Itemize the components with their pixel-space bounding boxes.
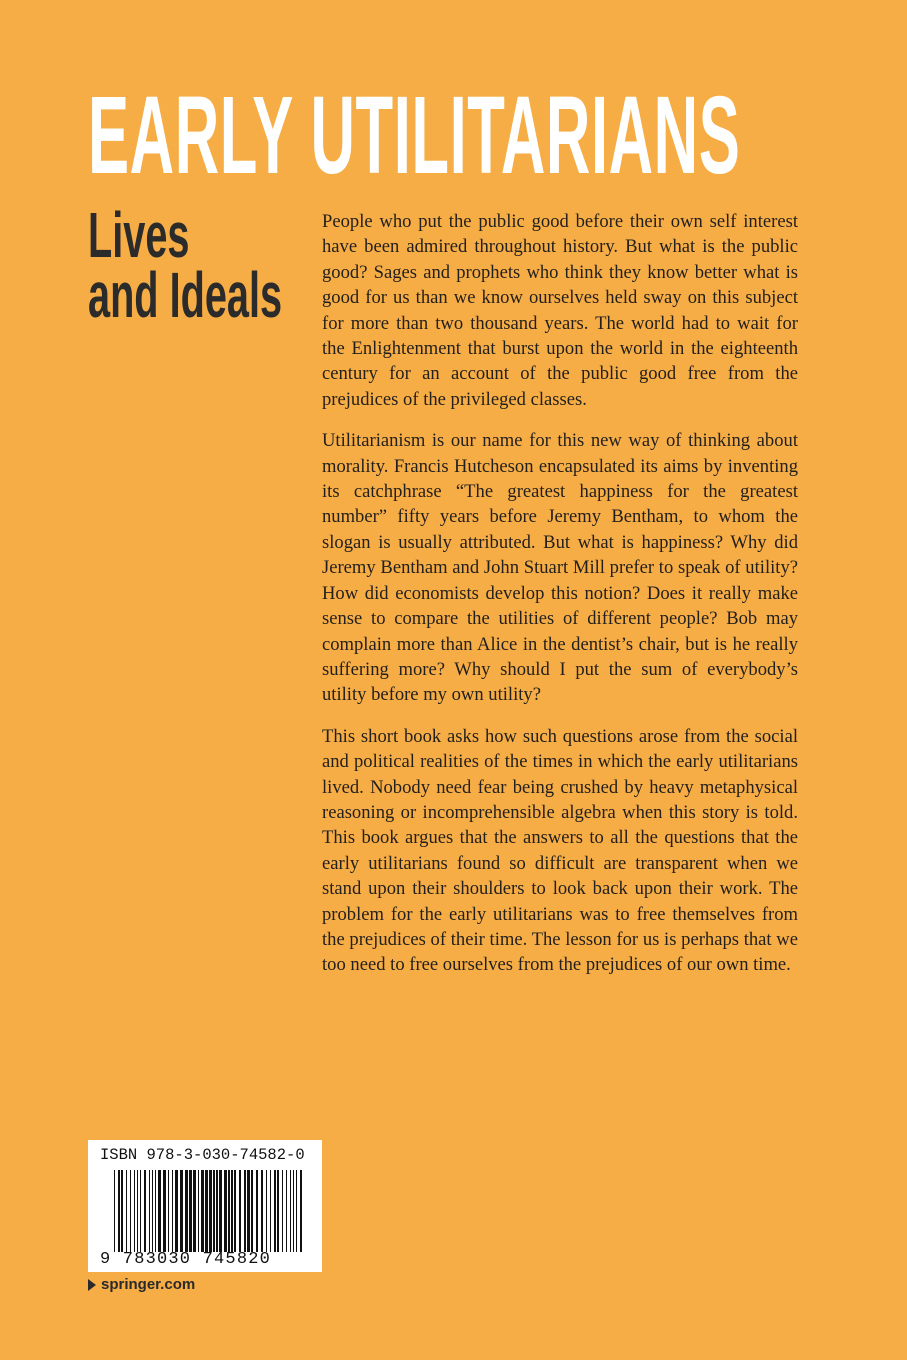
- blurb-paragraph-3: This short book asks how such questions arose from the social and political realities of the times in which the early utilitarians lived. Nobody need fear being crushed by heavy metaphysical reasoning or incomprehensible algebra when this story is told. This book argues that the answers to all the questions that the early utilitarians found so difficult are transparent when we stand upon their shoulders to look back upon their work. The problem for the early utilitarians was to free themselves from the prejudices of their time. The lesson for us is perhaps that we too need to free ourselves from the prejudices of our own time.: [322, 725, 798, 976]
- barcode-bar: [180, 1170, 183, 1252]
- barcode-bar: [244, 1170, 246, 1252]
- barcode-bar: [282, 1170, 283, 1252]
- barcode-panel: [88, 1140, 322, 1272]
- subtitle-line-1: Lives: [88, 199, 190, 271]
- blurb-paragraph-2: Utilitarianism is our name for this new way of thinking about morality. Francis Hutcheson encapsulated its aims by inventing its catchphrase “The greatest happiness for the greatest number” fifty years before Jeremy Bentham, to whom the slogan is usually attributed. But what is happiness? Why did Jeremy Bentham and John Stuart Mill prefer to speak of utility? How did economists develop this notion? Does it really make sense to compare the utilities of different people? Bob may complain more than Alice in the dentist’s chair, but is he really suffering more? Why should I put the sum of everybody’s utility before my own utility?: [322, 430, 798, 706]
- barcode-bar: [158, 1170, 161, 1252]
- barcode-bar: [239, 1170, 241, 1252]
- book-subtitle: [88, 199, 283, 331]
- subtitle-line-2: and Ideals: [88, 259, 283, 331]
- barcode-bar: [293, 1170, 294, 1252]
- barcode-bar: [261, 1170, 263, 1252]
- barcode-bar: [277, 1170, 279, 1252]
- barcode-bar: [231, 1170, 233, 1252]
- barcode-bar: [193, 1170, 196, 1252]
- isbn-label: ISBN 978-3-030-74582-0: [100, 1146, 305, 1164]
- barcode-bar: [189, 1170, 192, 1252]
- barcode-bar: [300, 1170, 302, 1252]
- publisher-url: springer.com: [101, 1276, 196, 1293]
- barcode-bar: [251, 1170, 253, 1252]
- barcode-bar: [121, 1170, 123, 1252]
- barcode-bar: [168, 1170, 169, 1252]
- publisher-link[interactable]: [88, 1276, 195, 1293]
- barcode-bar: [247, 1170, 250, 1252]
- barcode-bar: [296, 1170, 297, 1252]
- barcode-bar: [266, 1170, 267, 1252]
- barcode-bar: [137, 1170, 138, 1252]
- barcode-bars: [114, 1170, 314, 1252]
- barcode-bar: [224, 1170, 227, 1252]
- blurb-paragraph-1: People who put the public good before their own self interest have been admired throughout history. But what is the public good? Sages and prophets who think they know better what is good for us than we know ourselves held sway on this subject for more than two thousand years. The world had to wait for the Enlightenment that burst upon the world in the eighteenth century for an account of the public good free from the prejudices of the privileged classes.: [322, 211, 798, 410]
- barcode-bar: [219, 1170, 222, 1252]
- barcode-bar: [114, 1170, 115, 1252]
- barcode-bar: [152, 1170, 153, 1252]
- barcode-bar: [256, 1170, 258, 1252]
- barcode-bar: [290, 1170, 291, 1252]
- barcode-bar: [155, 1170, 156, 1252]
- back-cover-blurb: [322, 209, 798, 994]
- barcode-bar: [216, 1170, 218, 1252]
- arrow-right-icon: [88, 1279, 96, 1291]
- barcode-bar: [126, 1170, 127, 1252]
- barcode-bar: [274, 1170, 276, 1252]
- barcode-bar: [198, 1170, 199, 1252]
- barcode-bar: [134, 1170, 135, 1252]
- barcode-digits: 9 783030 745820: [100, 1250, 272, 1269]
- barcode-bar: [163, 1170, 166, 1252]
- barcode-bar: [201, 1170, 204, 1252]
- barcode-bar: [144, 1170, 146, 1252]
- barcode-bar: [270, 1170, 271, 1252]
- book-title: EARLY UTILITARIANS: [88, 74, 741, 197]
- barcode-bar: [286, 1170, 287, 1252]
- barcode-bar: [228, 1170, 230, 1252]
- barcode-bar: [149, 1170, 150, 1252]
- barcode-bar: [209, 1170, 212, 1252]
- barcode-bar: [172, 1170, 173, 1252]
- barcode-bar: [213, 1170, 215, 1252]
- barcode-bar: [205, 1170, 208, 1252]
- barcode-bar: [175, 1170, 178, 1252]
- barcode-bar: [118, 1170, 120, 1252]
- barcode-bar: [234, 1170, 236, 1252]
- barcode-bar: [185, 1170, 188, 1252]
- barcode-bar: [140, 1170, 141, 1252]
- barcode-bar: [130, 1170, 131, 1252]
